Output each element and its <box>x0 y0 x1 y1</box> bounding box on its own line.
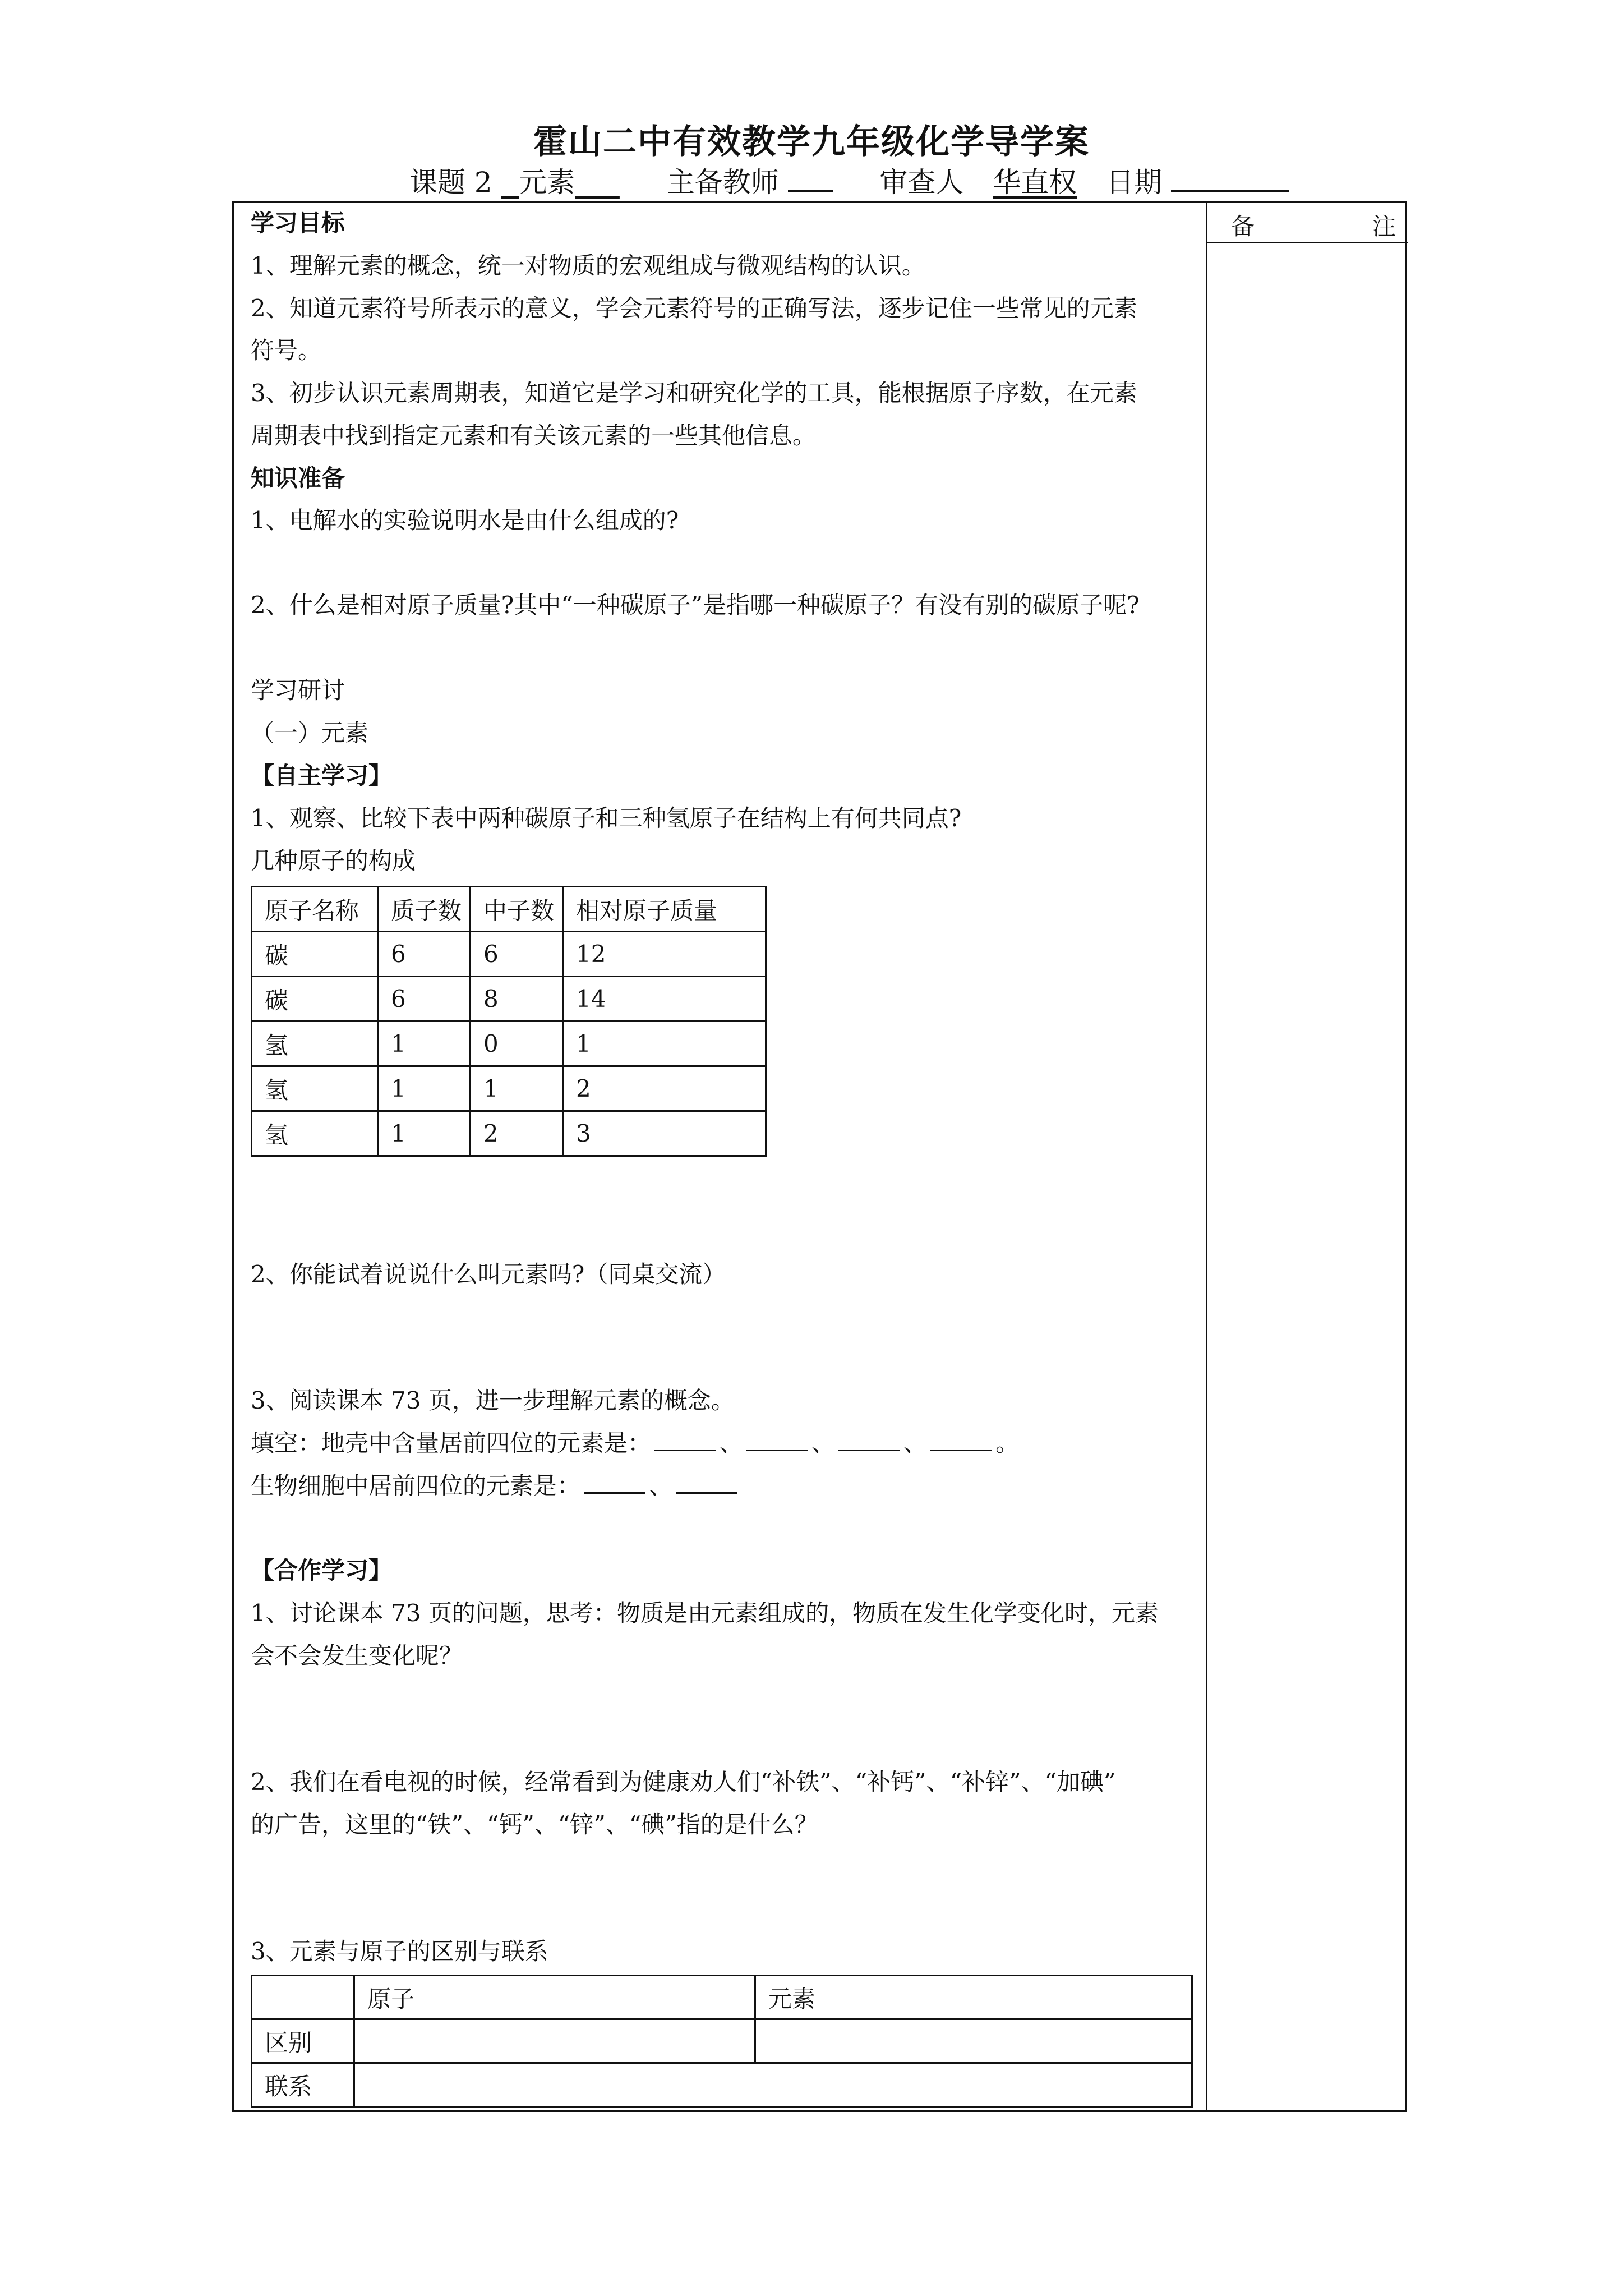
table-row: 碳 6 6 12 <box>252 932 766 977</box>
answer-blank[interactable] <box>930 1448 992 1451</box>
answer-blank[interactable] <box>676 1491 737 1494</box>
table-row: 区别 <box>252 2019 1192 2063</box>
table-row: 氢 1 2 3 <box>252 1111 766 1156</box>
section-title: （一）元素 <box>251 719 369 747</box>
table-row: 氢 1 0 1 <box>252 1022 766 1066</box>
fill-in-cells: 生物细胞中居前四位的元素是： 、 <box>251 1474 741 1498</box>
prep-question-2: 2、什么是相对原子质量?其中“一种碳原子”是指哪一种碳原子？有没有别的碳原子呢? <box>251 591 1140 619</box>
goal-2: 2、知道元素符号所表示的意义，学会元素符号的正确写法，逐步记住一些常见的元素 <box>251 295 1137 322</box>
goal-3: 3、初步认识元素周期表，知道它是学习和研究化学的工具，能根据原子序数，在元素 <box>251 379 1137 407</box>
coop-question-3: 3、元素与原子的区别与联系 <box>251 1938 548 1965</box>
prep-question-1: 1、电解水的实验说明水是由什么组成的? <box>251 507 679 534</box>
fill-in-crust: 填空：地壳中含量居前四位的元素是： 、 、 、 。 <box>251 1429 1020 1457</box>
self-question-3: 3、阅读课本 73 页，进一步理解元素的概念。 <box>251 1387 735 1414</box>
prep-heading: 知识准备 <box>251 464 345 492</box>
answer-blank[interactable] <box>654 1448 716 1451</box>
study-heading: 学习研讨 <box>251 677 345 704</box>
coop-question-2-cont: 的广告，这里的“铁”、“钙”、“锌”、“碘”指的是什么？ <box>251 1811 818 1838</box>
topic-value: 元素 <box>519 166 575 199</box>
subtitle-row <box>409 160 1289 200</box>
self-study-heading: 【自主学习】 <box>251 762 393 789</box>
answer-blank[interactable] <box>584 1491 645 1494</box>
table-caption: 几种原子的构成 <box>251 847 416 875</box>
coop-question-2: 2、我们在看电视的时候，经常看到为健康劝人们“补铁”、“补钙”、“补锌”、“加碘” <box>251 1768 1116 1796</box>
atom-table <box>251 886 767 1157</box>
date-label: 日期 <box>1106 166 1163 199</box>
goal-2-cont: 符号。 <box>251 337 322 364</box>
coop-heading: 【合作学习】 <box>251 1557 393 1584</box>
table-header-row: 原子名称 质子数 中子数 相对原子质量 <box>252 887 766 932</box>
page-title: 霍山二中有效教学九年级化学导学案 <box>533 122 1090 162</box>
table-row: 氢 1 1 2 <box>252 1066 766 1111</box>
coop-question-1: 1、讨论课本 73 页的问题，思考：物质是由元素组成的，物质在发生化学变化时，元素 <box>251 1599 1159 1627</box>
worksheet-frame <box>232 201 1407 2112</box>
reviewer-value: 华直权 <box>993 166 1077 199</box>
topic-label: 课题 2 <box>409 166 492 199</box>
reviewer-label: 审查人 <box>879 166 964 199</box>
answer-blank[interactable] <box>746 1448 808 1451</box>
goals-heading: 学习目标 <box>251 209 345 237</box>
goal-1: 1、理解元素的概念，统一对物质的宏观组成与微观结构的认识。 <box>251 252 925 279</box>
answer-blank[interactable] <box>838 1448 900 1451</box>
goal-3-cont: 周期表中找到指定元素和有关该元素的一些其他信息。 <box>251 422 817 449</box>
table-row: 碳 6 8 14 <box>252 977 766 1022</box>
self-question-1: 1、观察、比较下表中两种碳原子和三种氢原子在结构上有何共同点? <box>251 804 962 832</box>
teacher-label: 主备教师 <box>666 166 779 199</box>
date-blank <box>1171 165 1289 192</box>
column-divider <box>1206 203 1207 2110</box>
coop-question-1-cont: 会不会发生变化呢？ <box>251 1642 463 1669</box>
table-row: 联系 <box>252 2063 1192 2107</box>
teacher-blank <box>788 165 833 192</box>
self-question-2: 2、你能试着说说什么叫元素吗?（同桌交流） <box>251 1260 726 1288</box>
table-header-row: 原子 元素 <box>252 1976 1192 2019</box>
notes-header: 备 注 <box>1207 203 1408 243</box>
compare-table <box>251 1975 1193 2108</box>
